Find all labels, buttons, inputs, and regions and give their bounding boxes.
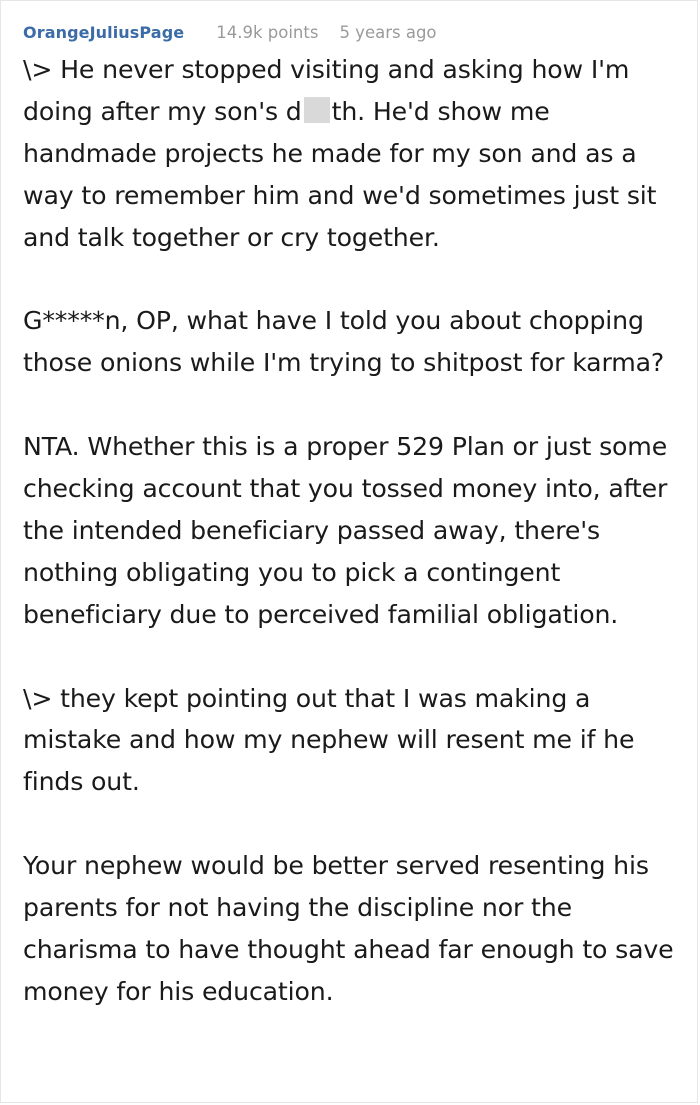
comment-paragraph-4: \> they kept pointing out that I was making a mistake and how my nephew will resent me if he finds out. — [23, 683, 635, 797]
comment-meta — [23, 18, 437, 46]
points-count: 14.9k points — [216, 22, 319, 42]
author-username-link[interactable]: OrangeJuliusPage — [23, 22, 185, 42]
quote-text-end: th. He'd show me handmade projects he made for my son and as a way to remember him and we'd sometimes just sit and talk together or cry together. — [23, 96, 657, 252]
comment-paragraph-2: G*****n, OP, what have I told you about chopping those onions while I'm trying to shitpost for karma? — [23, 306, 665, 378]
quote-text-start: \> He never stopped visiting and asking how I'm doing after my son's d — [23, 55, 630, 126]
comment-paragraph-1 — [23, 49, 687, 259]
comment-paragraph-3: NTA. Whether this is a proper 529 Plan or just some checking account that you tossed money into, after the intended beneficiary passed away, there's nothing obligating you to pick a contingent beneficiary due to perceived familial obligation. — [23, 432, 668, 629]
comment-timestamp: 5 years ago — [339, 22, 437, 42]
comment-body — [23, 49, 687, 1013]
censor-block — [304, 97, 330, 123]
comment-paragraph-5: Your nephew would be better served resenting his parents for not having the discipline nor the charisma to have thought ahead far enough to save money for his education. — [23, 851, 674, 1006]
